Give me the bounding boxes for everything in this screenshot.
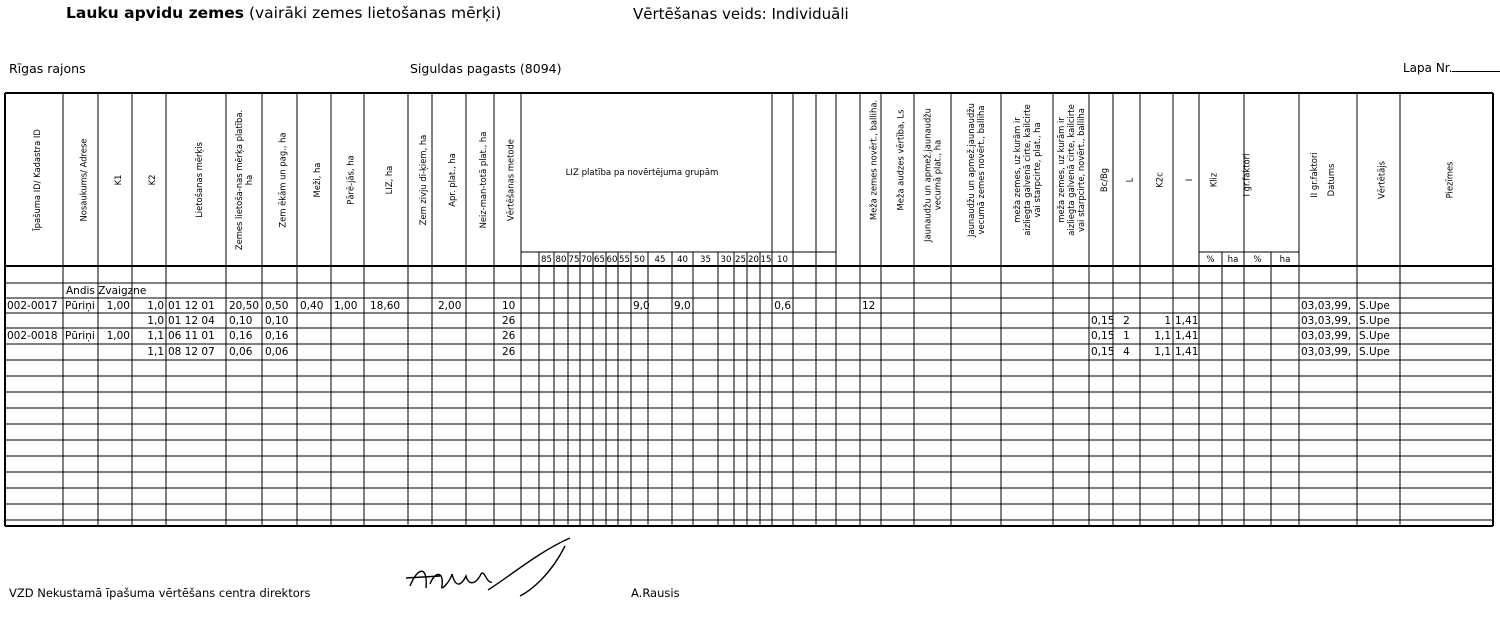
director-name: A.Rausis bbox=[631, 586, 680, 600]
cell-valuer: S.Upe bbox=[1359, 346, 1390, 358]
cell-valuer: S.Upe bbox=[1359, 315, 1390, 327]
header-c32a: Jaunaudžu un apmež.jaunaudžu bbox=[922, 108, 933, 242]
cell-build: 0,50 bbox=[265, 300, 289, 312]
cell-k2c: 1,1 bbox=[1154, 346, 1171, 358]
header-c5b: ha bbox=[244, 174, 254, 186]
header-c41: I gr.faktori bbox=[1241, 153, 1252, 197]
header-c34c: vai starpcirte, plat., ha bbox=[1032, 122, 1042, 218]
title-rest: (vairāki zemes lietošanas mērķi) bbox=[244, 4, 502, 22]
header-c35a: meža zemes, uz kurām ir bbox=[1056, 117, 1066, 223]
cell-area: 0,16 bbox=[229, 330, 253, 342]
header-c0: Īpašuma ID/ Kadastra ID bbox=[32, 129, 42, 231]
header-c32b: vecumā plat., ha bbox=[932, 139, 943, 211]
cell-purpose: 06 11 01 bbox=[168, 330, 215, 342]
district-label: Rīgas rajons bbox=[9, 61, 86, 76]
header-c35c: vai starpcirte, novērt., balliha bbox=[1076, 108, 1086, 232]
cell-date: 03,03,99, bbox=[1301, 330, 1352, 342]
grade-65: 65 bbox=[594, 255, 605, 265]
cell-l: 4 bbox=[1123, 346, 1130, 358]
cell-date: 03,03,99, bbox=[1301, 346, 1352, 358]
header-c1: Nosaukums/ Adrese bbox=[78, 138, 89, 222]
grade-85: 85 bbox=[541, 255, 552, 265]
header-c6: Zem ēkām un pag., ha bbox=[277, 132, 288, 228]
cell-name: Pūriņi bbox=[65, 330, 95, 342]
header-c3: K2 bbox=[147, 174, 157, 186]
cell-name: Pūriņi bbox=[65, 300, 95, 312]
director-signature bbox=[400, 536, 580, 611]
cell-date: 03,03,99, bbox=[1301, 300, 1352, 312]
cell-i: 1,41 bbox=[1175, 315, 1199, 327]
header-c37: L bbox=[1124, 177, 1135, 183]
cell-area: 0,06 bbox=[229, 346, 253, 358]
cell-bcbg: 0,15 bbox=[1091, 346, 1115, 358]
header-c43: Datums bbox=[1326, 163, 1336, 197]
cell-liz: 18,60 bbox=[370, 300, 401, 312]
grade-45: 45 bbox=[654, 255, 666, 265]
cell-bcbg: 0,15 bbox=[1091, 315, 1115, 327]
grade-10: 10 bbox=[777, 255, 788, 265]
header-c8: Pārē-jās, ha bbox=[345, 155, 356, 205]
cell-purpose: 08 12 07 bbox=[168, 346, 215, 358]
cell-area: 20,50 bbox=[229, 300, 260, 312]
cell-other: 1,00 bbox=[334, 300, 358, 312]
header-c12: Neiz-man-totā plat., ha bbox=[478, 131, 488, 229]
cell-area: 0,10 bbox=[229, 315, 253, 327]
cell-method: 26 bbox=[502, 346, 516, 358]
liz-group-label: LIZ platība pa novērtējuma grupām bbox=[565, 168, 719, 178]
cell-i: 1,41 bbox=[1175, 346, 1199, 358]
header-c13: Vērtēšanas metode bbox=[505, 139, 516, 221]
header-c2: K1 bbox=[113, 174, 123, 186]
header-c38: K2c bbox=[1154, 172, 1165, 188]
title-bold: Lauku apvidu zemes bbox=[66, 4, 245, 22]
grade-60: 60 bbox=[606, 255, 618, 265]
grade-20: 20 bbox=[748, 255, 759, 265]
header-c39: I bbox=[1184, 178, 1194, 182]
cell-id: 002-0018 bbox=[7, 330, 58, 342]
header-c5a: Zemes lietoša-nas mērķa platība. bbox=[234, 109, 244, 251]
factor-pct: % bbox=[1253, 255, 1262, 265]
header-c33b: vecumā zemes novērt., balliha bbox=[976, 105, 986, 235]
grade-40: 40 bbox=[677, 255, 688, 265]
grade-70: 70 bbox=[581, 255, 592, 265]
page-number-label: Lapa Nr. bbox=[1403, 61, 1453, 75]
header-c7: Meži, ha bbox=[312, 162, 322, 198]
cell-valuer: S.Upe bbox=[1359, 330, 1390, 342]
header-c31: Meža audzes vērtība, Ls bbox=[895, 109, 906, 211]
cell-method: 26 bbox=[502, 330, 516, 342]
cell-forest_val: 12 bbox=[862, 300, 876, 312]
cell-purpose: 01 12 04 bbox=[168, 315, 215, 327]
header-c44: Vērtētājs bbox=[1376, 161, 1387, 199]
cell-k1: 1,00 bbox=[106, 300, 130, 312]
cell-purpose: 01 12 01 bbox=[168, 300, 215, 312]
factor-ha: ha bbox=[1279, 255, 1291, 265]
cell-k2: 1,1 bbox=[147, 330, 164, 342]
cell-method: 10 bbox=[502, 300, 516, 312]
director-title: VZD Nekustamā īpašuma vērtēšans centra direktors bbox=[9, 586, 311, 600]
header-c45: Piezīmes bbox=[1444, 161, 1455, 199]
grade-75: 75 bbox=[568, 255, 580, 265]
grade-55: 55 bbox=[619, 255, 630, 265]
cell-id: 002-0017 bbox=[7, 300, 58, 312]
header-c34a: meža zemes, uz kurām ir bbox=[1012, 117, 1022, 223]
cell-built_up: 2,00 bbox=[438, 300, 462, 312]
header-c42: II gr.faktori bbox=[1309, 152, 1319, 198]
cell-k1: 1,00 bbox=[106, 330, 130, 342]
grade-15: 15 bbox=[760, 255, 772, 265]
header-c10: Zem zivju dī-ķiem, ha bbox=[418, 134, 428, 226]
cell-bcbg: 0,15 bbox=[1091, 330, 1115, 342]
cell-build: 0,06 bbox=[265, 346, 289, 358]
cell-k2c: 1,1 bbox=[1154, 330, 1171, 342]
cell-k2: 1,0 bbox=[147, 315, 164, 327]
grade-35: 35 bbox=[700, 255, 711, 265]
header-c36: Bc/Bg bbox=[1099, 167, 1109, 193]
cell-l: 1 bbox=[1123, 330, 1130, 342]
cell-build: 0,10 bbox=[265, 315, 289, 327]
factor-ha: ha bbox=[1227, 255, 1239, 265]
header-c35b: aizliegta galvenā cirte, kailcirte bbox=[1066, 104, 1076, 236]
parish-label: Siguldas pagasts (8094) bbox=[410, 61, 562, 76]
cell-method: 26 bbox=[502, 315, 516, 327]
header-c11: Apr. plat., ha bbox=[447, 153, 457, 207]
grade-30: 30 bbox=[720, 255, 732, 265]
cell-l: 2 bbox=[1123, 315, 1130, 327]
cell-date: 03,03,99, bbox=[1301, 315, 1352, 327]
cell-g40: 9,0 bbox=[674, 300, 691, 312]
cell-build: 0,16 bbox=[265, 330, 289, 342]
valuation-type: Vērtēšanas veids: Individuāli bbox=[633, 5, 849, 23]
grade-25: 25 bbox=[735, 255, 746, 265]
cell-valuer: S.Upe bbox=[1359, 300, 1390, 312]
header-c34b: aizliegta galvenā cirte, kailcirte bbox=[1022, 104, 1032, 236]
header-c33a: Jaunaudžu un apmež.jaunaudžu bbox=[966, 103, 976, 237]
header-c40: Kliz bbox=[1208, 172, 1219, 188]
factor-pct: % bbox=[1206, 255, 1215, 265]
grade-50: 50 bbox=[634, 255, 645, 265]
cell-k2: 1,0 bbox=[147, 300, 164, 312]
cell-g15: 0,6 bbox=[774, 300, 791, 312]
header-c4: Lietošanas mērķis bbox=[194, 142, 204, 218]
cell-forest: 0,40 bbox=[300, 300, 324, 312]
cell-g50: 9,0 bbox=[633, 300, 650, 312]
cell-i: 1,41 bbox=[1175, 330, 1199, 342]
header-c9: LIZ, ha bbox=[384, 165, 394, 195]
cell-k2: 1,1 bbox=[147, 346, 164, 358]
owner-name: Andis Zvaigzne bbox=[66, 285, 147, 297]
grade-80: 80 bbox=[555, 255, 567, 265]
header-c30: Meža zemes novērt., balliha. bbox=[868, 99, 879, 221]
cell-k2c: 1 bbox=[1164, 315, 1171, 327]
